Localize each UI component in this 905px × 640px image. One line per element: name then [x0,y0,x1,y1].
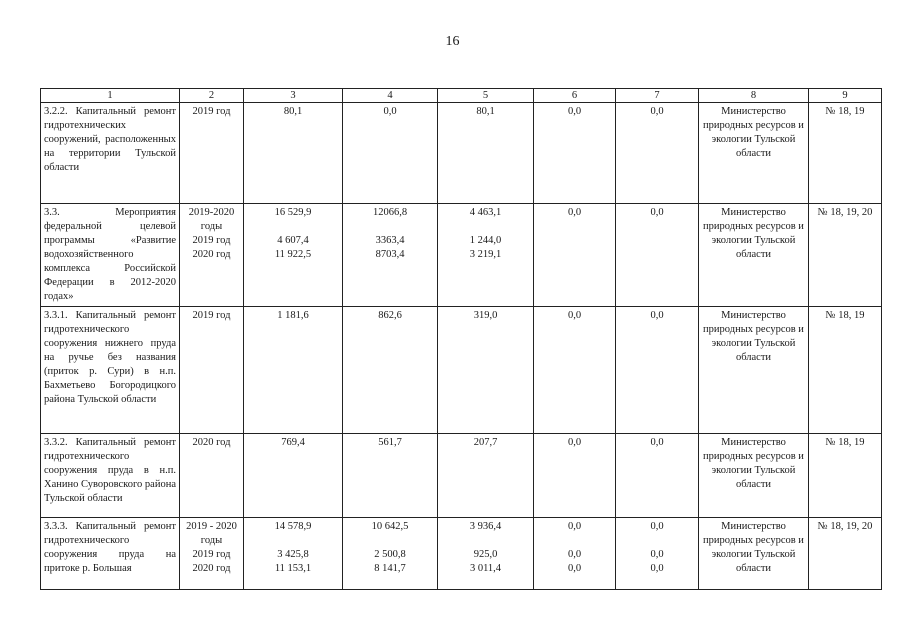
column-header: 6 [534,89,616,103]
value-2019: 0,0 [567,549,582,560]
cell-col4: 561,7 [343,434,438,518]
page-number: 16 [445,34,460,49]
cell-col6: 0,0 [534,103,616,204]
row-period [180,518,244,590]
cell-total [244,204,343,307]
cell-total [244,518,343,590]
cell-col7: 0,0 [616,204,699,307]
cell-col5: 207,7 [438,434,534,518]
table-row [41,518,882,590]
value-2019: 3363,4 [375,235,405,246]
row-executor: Министерство природных ресурсов и экологии Тульской области [699,434,809,518]
row-executor: Министерство природных ресурсов и экологии Тульской области [699,103,809,204]
table-row [41,307,882,434]
spacer [537,534,612,548]
row-ref: № 18, 19, 20 [809,204,882,307]
spacer [441,220,530,234]
row-ref: № 18, 19 [809,103,882,204]
spacer [247,220,339,234]
row-executor: Министерство природных ресурсов и экологии Тульской области [699,307,809,434]
value-2020: 3 219,1 [469,249,502,260]
cell-col6: 0,0 [534,307,616,434]
column-header: 7 [616,89,699,103]
column-header: 4 [343,89,438,103]
value-2020: 3 011,4 [469,563,502,574]
column-header: 8 [699,89,809,103]
cell-col5 [438,518,534,590]
spacer [346,220,434,234]
cell-col4: 0,0 [343,103,438,204]
value-2020: 0,0 [567,563,582,574]
cell-total: 769,4 [244,434,343,518]
value-2019: 4 607,4 [277,235,309,246]
period-2019: 2019 год [192,235,231,246]
value-2020: 11 153,1 [274,563,312,574]
cell-col5 [438,204,534,307]
value-total: 0,0 [650,521,664,532]
row-description: 3.3.1. Капитальный ремонт гидротехнического сооружения нижнего пруда на ручье без названия (приток р. Сури) в н.п. Бахметьево Богородицкого района Тульской области [41,307,180,434]
period-2020: 2020 год [192,563,231,574]
row-description: 3.3. Мероприятия федеральной целевой программы «Развитие водохозяйственного комплекса Российской Федерации в 2012-2020 годах» [41,204,180,307]
value-total: 16 529,9 [274,207,312,218]
value-total: 12066,8 [372,207,408,218]
value-total: 3 936,4 [469,521,502,532]
spacer [247,534,339,548]
column-header: 1 [41,89,180,103]
value-2020: 0,0 [650,563,664,574]
table-row [41,434,882,518]
cell-col4 [343,518,438,590]
value-total: 4 463,1 [469,207,502,218]
cell-total: 1 181,6 [244,307,343,434]
table-row [41,204,882,307]
value-2019: 0,0 [650,549,664,560]
row-period: 2019 год [180,307,244,434]
period-total: 2019-2020 годы [188,207,235,232]
spacer [619,534,695,548]
spacer [346,534,434,548]
row-period [180,204,244,307]
row-period: 2019 год [180,103,244,204]
period-2020: 2020 год [192,249,231,260]
cell-col5: 319,0 [438,307,534,434]
spacer [441,534,530,548]
cell-col6: 0,0 [534,204,616,307]
value-2020: 8 141,7 [374,563,406,574]
row-ref: № 18, 19 [809,434,882,518]
cell-col4 [343,204,438,307]
cell-col7: 0,0 [616,103,699,204]
value-total: 0,0 [567,521,582,532]
row-period: 2020 год [180,434,244,518]
cell-col7: 0,0 [616,434,699,518]
period-2019: 2019 год [192,549,231,560]
value-2019: 925,0 [473,549,498,560]
value-2020: 11 922,5 [274,249,312,260]
column-header: 9 [809,89,882,103]
cell-col7 [616,518,699,590]
cell-col6 [534,518,616,590]
value-total: 10 642,5 [371,521,409,532]
column-header: 3 [244,89,343,103]
value-total: 14 578,9 [274,521,312,532]
value-2019: 3 425,8 [277,549,309,560]
cell-col6: 0,0 [534,434,616,518]
row-executor: Министерство природных ресурсов и экологии Тульской области [699,518,809,590]
row-ref: № 18, 19, 20 [809,518,882,590]
cell-col7: 0,0 [616,307,699,434]
row-executor: Министерство природных ресурсов и экологии Тульской области [699,204,809,307]
period-total: 2019 - 2020 годы [186,521,237,546]
cell-col5: 80,1 [438,103,534,204]
row-description: 3.2.2. Капитальный ремонт гидротехнических сооружений, расположенных на территории Тульской области [41,103,180,204]
table-row [41,103,882,204]
column-header: 5 [438,89,534,103]
cell-total: 80,1 [244,103,343,204]
header-row [41,89,882,103]
row-ref: № 18, 19 [809,307,882,434]
row-description: 3.3.2. Капитальный ремонт гидротехнического сооружения пруда в н.п. Ханино Суворовского района Тульской области [41,434,180,518]
cell-col4: 862,6 [343,307,438,434]
value-2019: 2 500,8 [374,549,406,560]
value-2020: 8703,4 [375,249,405,260]
column-header: 2 [180,89,244,103]
value-2019: 1 244,0 [469,235,502,246]
funding-table [40,88,882,590]
row-description: 3.3.3. Капитальный ремонт гидротехнического сооружения пруда на притоке р. Большая [41,518,180,590]
